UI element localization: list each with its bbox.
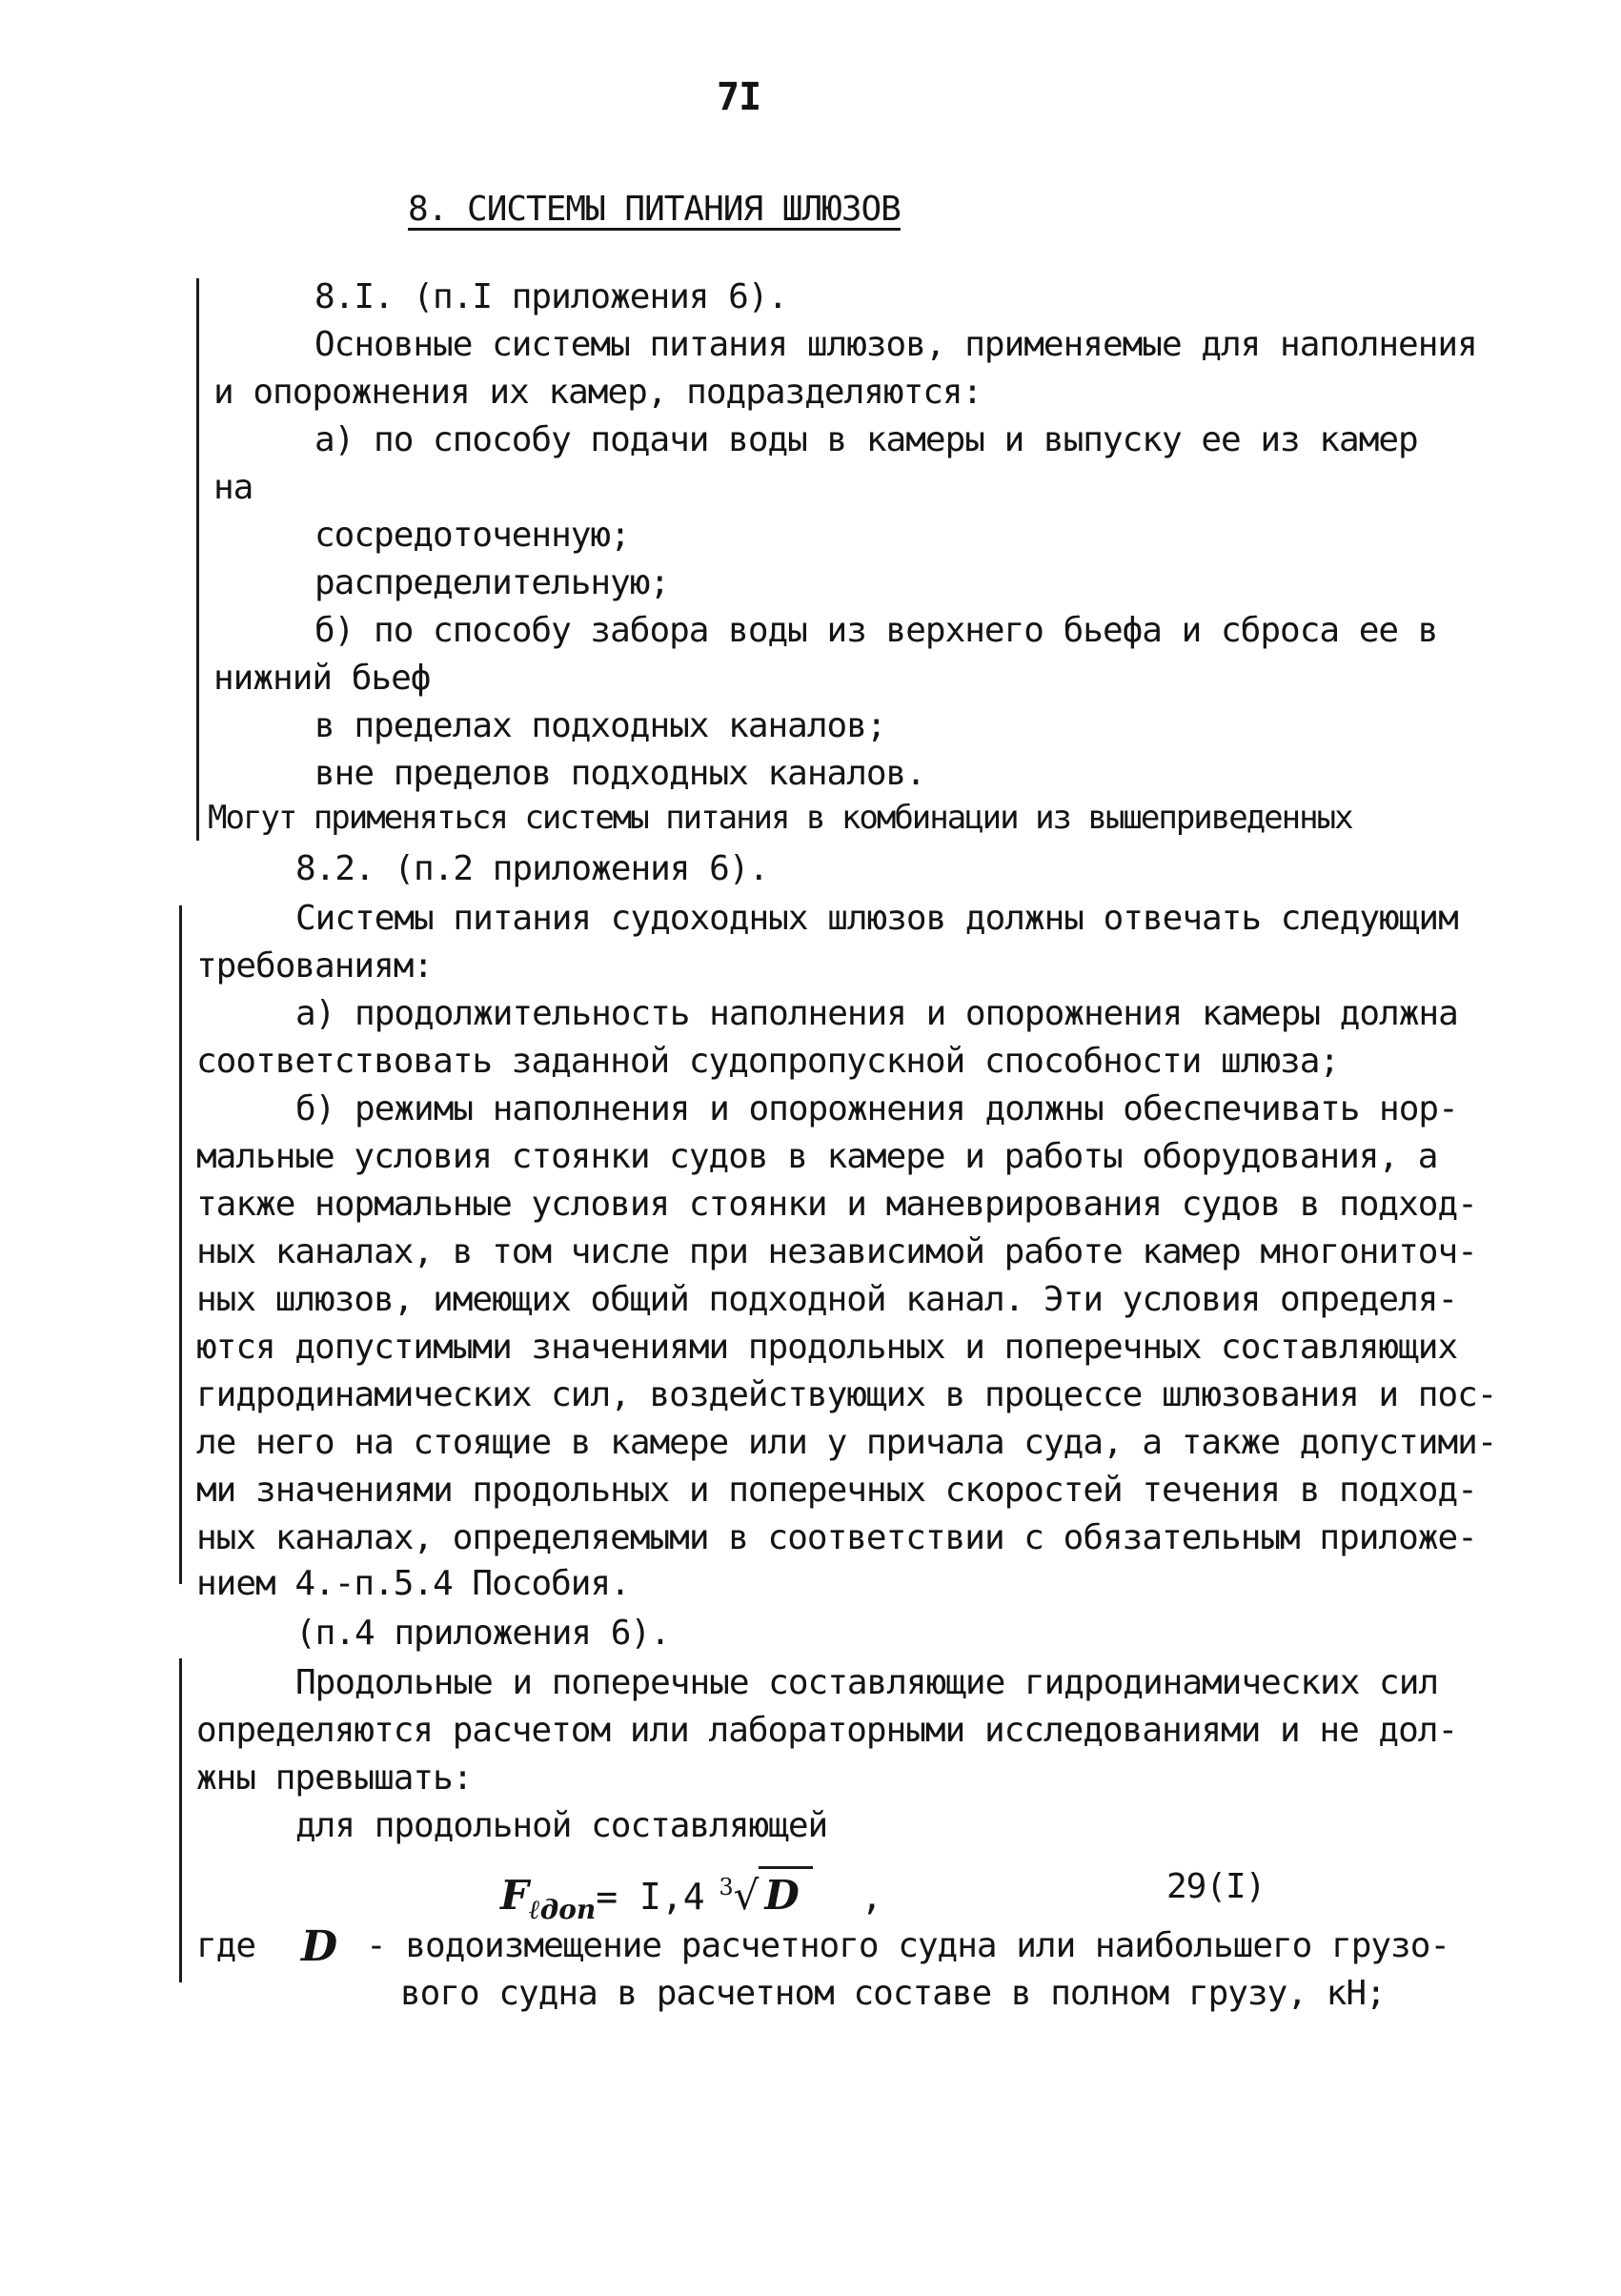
text-line: а) продолжительность наполнения и опорожнения камеры должна [295, 994, 1458, 1033]
formula-lhs: F [500, 1872, 529, 1919]
text-line: вне пределов подходных каналов. [314, 754, 925, 793]
text-line: Системы питания судоходных шлюзов должны отвечать следующим [295, 899, 1458, 938]
where-definition-line1: - водоизмещение расчетного судна или наибольшего грузо- [366, 1926, 1450, 1965]
formula-comma: , [861, 1876, 883, 1918]
margin-bar [179, 905, 182, 1584]
text-line: и опорожнения их камер, подразделяются: [213, 373, 983, 412]
margin-bar [179, 1658, 182, 1982]
text-line: на [213, 468, 253, 507]
text-line: Продольные и поперечные составляющие гидродинамических сил [295, 1663, 1439, 1702]
text-line: требованиям: [196, 946, 434, 985]
text-line: Основные системы питания шлюзов, применяемые для наполнения [314, 325, 1477, 364]
text-line: б) по способу забора воды из верхнего бьефа и сброса ее в [314, 611, 1438, 650]
formula-radicand: D [759, 1866, 812, 1922]
text-line: (п.4 приложения 6). [295, 1614, 670, 1653]
margin-bar [196, 278, 199, 841]
text-line: нием 4.-п.5.4 Пособия. [196, 1564, 630, 1603]
text-line: Могут применяться системы питания в комбинации из вышеприведенных [208, 799, 1352, 837]
where-symbol: D [301, 1922, 338, 1971]
text-line: соответствовать заданной судопропускной способности шлюза; [196, 1042, 1340, 1081]
text-line: нижний бьеф [213, 659, 431, 698]
text-line: ных каналах, определяемыми в соответствии с обязательным приложе- [196, 1518, 1477, 1557]
page-number: 7I [717, 75, 761, 119]
text-line: ных шлюзов, имеющих общий подходной канал. Эти условия определя- [196, 1280, 1458, 1319]
formula-lhs-subscript: ℓдоп [528, 1894, 597, 1925]
text-line: в пределах подходных каналов; [314, 706, 886, 745]
text-line: а) по способу подачи воды в камеры и выпуску ее из камер [314, 420, 1418, 459]
formula-coefficient: = I,4 [596, 1876, 705, 1918]
text-line: 8.2. (п.2 приложения 6). [295, 849, 769, 888]
where-label: где [196, 1926, 256, 1965]
text-line: ми значениями продольных и поперечных скоростей течения в подход- [196, 1471, 1477, 1510]
text-line: 8.I. (п.I приложения 6). [314, 277, 788, 316]
text-line: также нормальные условия стоянки и маневрирования судов в подход- [196, 1185, 1477, 1224]
text-line: сосредоточенную; [314, 516, 630, 555]
where-definition-line2: вого судна в расчетном составе в полном грузу, кН; [400, 1974, 1386, 2013]
section-title: 8. СИСТЕМЫ ПИТАНИЯ ШЛЮЗОВ [408, 190, 901, 229]
text-line: ных каналах, в том числе при независимой работе камер многониточ- [196, 1232, 1477, 1271]
text-line: ле него на стоящие в камере или у причала суда, а также допустими- [196, 1423, 1497, 1462]
text-line: для продольной составляющей [295, 1806, 828, 1845]
text-line: определяются расчетом или лабораторными исследованиями и не дол- [196, 1711, 1458, 1750]
text-line: гидродинамических сил, воздействующих в процессе шлюзования и пос- [196, 1375, 1497, 1414]
text-line: ются допустимыми значениями продольных и поперечных составляющих [196, 1328, 1458, 1367]
text-line: распределительную; [314, 563, 670, 602]
radical-index: 3 [719, 1874, 734, 1900]
text-line: жны превышать: [196, 1758, 473, 1798]
text-line: б) режимы наполнения и опорожнения должны обеспечивать нор- [295, 1089, 1458, 1128]
cube-root-icon: $^3$√ [719, 1872, 760, 1919]
equation-number: 29(I) [1166, 1867, 1266, 1906]
text-line: мальные условия стоянки судов в камере и работы оборудования, а [196, 1137, 1438, 1176]
